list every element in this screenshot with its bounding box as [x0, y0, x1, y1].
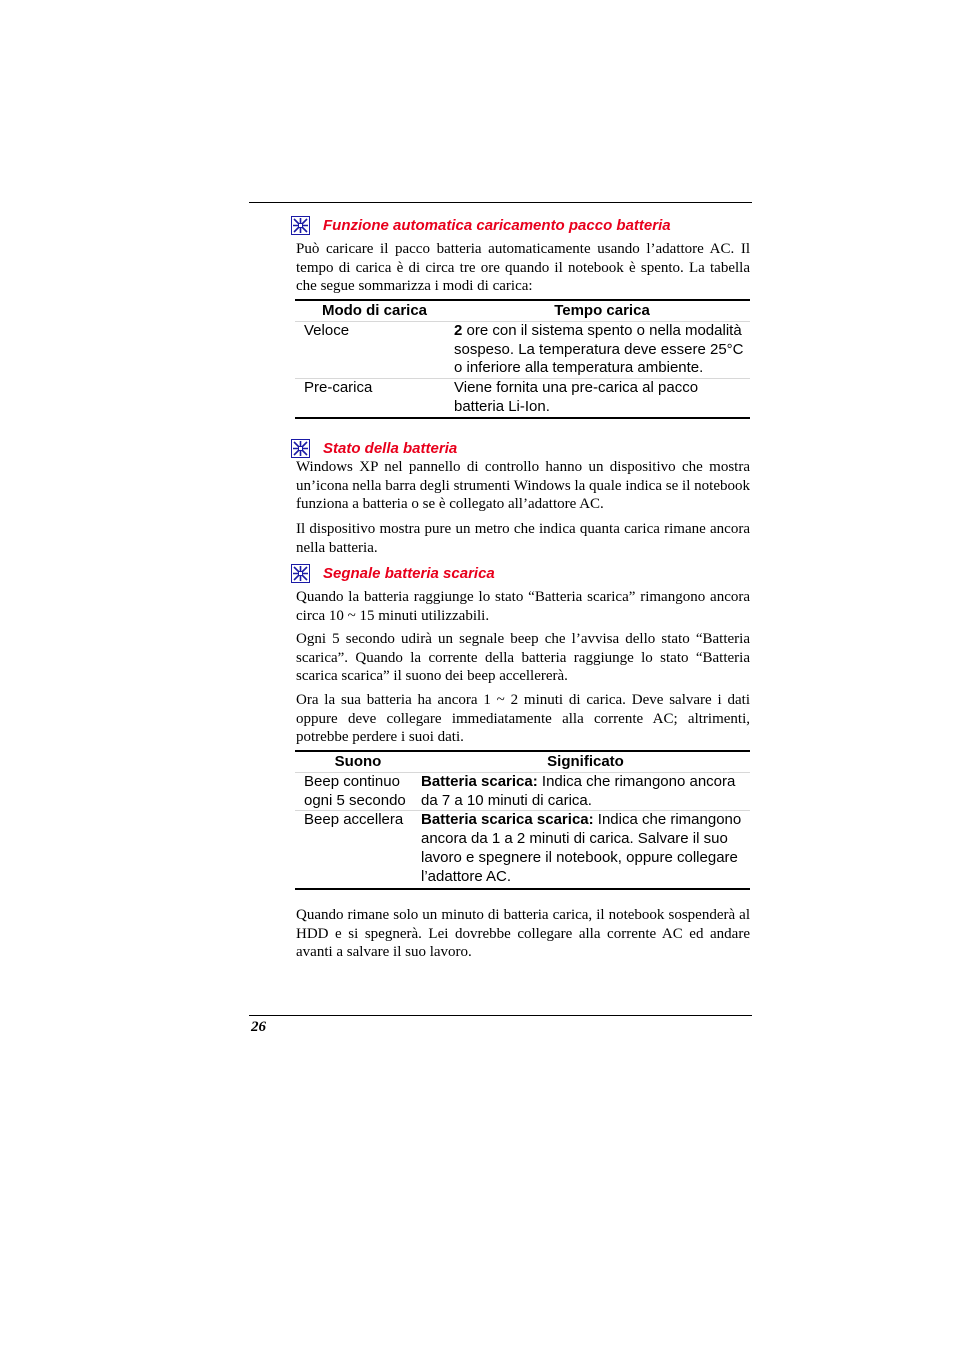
bold-label: Batteria scarica scarica:: [421, 811, 594, 829]
paragraph: Il dispositivo mostra pure un metro che indica quanta carica rimane ancora nella batteria.: [296, 521, 750, 556]
column-header-time: Tempo carica: [554, 302, 650, 319]
section-heading-battery-status: [291, 438, 457, 458]
header-rule: [249, 202, 752, 203]
cell-text: Indica che rimangono ancora da 7 a 10 minuti di carica.: [421, 773, 736, 809]
table-cell-mode: Veloce: [304, 322, 350, 339]
paragraph: Quando rimane solo un minuto di batteria carica, il notebook sospenderà al HDD e si spegnerà. Lei dovrebbe collegare alla corrente AC ed andare avanti a salvare il suo lavoro.: [296, 907, 750, 961]
sparkle-box-icon: [291, 439, 310, 458]
paragraph: Ora la sua batteria ha ancora 1 ~ 2 minuti di carica. Deve salvare i dati oppure deve collegare immediatamente alla corrente AC; altrimenti, potrebbe perdere i suoi dati.: [296, 692, 750, 746]
table-row: [295, 379, 750, 418]
bold-label: Batteria scarica:: [421, 773, 538, 790]
table-row: [295, 811, 750, 889]
sparkle-box-icon: [291, 216, 310, 235]
section-heading-text: Funzione automatica caricamento pacco batteria: [323, 216, 671, 234]
table-cell-sound: Beep accellera: [304, 811, 404, 829]
table-cell-mode: Pre-carica: [304, 379, 373, 397]
table-cell-meaning: [421, 811, 750, 889]
beep-signals-table: [295, 750, 750, 890]
column-header-mode: Modo di carica: [321, 302, 428, 319]
charge-modes-table: [295, 299, 750, 419]
bold-value: 2: [454, 322, 463, 339]
paragraph: Ogni 5 secondo udirà un segnale beep che l’avvisa dello stato “Batteria scarica”. Quando la corrente della batteria raggiunge lo stato “Batteria scarica scarica” il suono dei beep accellererà.: [296, 631, 750, 685]
sparkle-box-icon: [291, 564, 310, 583]
section-heading-text: Stato della batteria: [323, 439, 458, 457]
footer-rule: [249, 1015, 752, 1016]
cell-text: ore con il sistema spento o nella modalità sospeso. La temperatura deve essere 25°C o inferiore alla temperatura ambiente.: [454, 322, 744, 377]
table-header-row: [295, 300, 750, 322]
section-heading-text: Segnale batteria scarica: [323, 564, 495, 582]
table-cell-sound: Beep continuo ogni 5 secondo: [304, 773, 406, 809]
section-heading-low-battery: [291, 563, 495, 583]
section-heading-auto-charge: [291, 215, 671, 235]
table-cell-time: [454, 322, 750, 379]
table-row: [295, 322, 750, 379]
page-number: 26: [251, 1019, 266, 1035]
table-row: [295, 773, 750, 811]
paragraph: Quando la batteria raggiunge lo stato “Batteria scarica” rimangono ancora circa 10 ~ 15 minuti utilizzabili.: [296, 589, 750, 624]
table-cell-meaning: [421, 773, 750, 811]
paragraph: Windows XP nel pannello di controllo hanno un dispositivo che mostra un’icona nella barra degli strumenti Windows la quale indica se il notebook funziona a batteria o se è collegato all’adattore AC.: [296, 459, 750, 513]
cell-text: Indica che rimangono ancora da 1 a 2 minuti di carica. Salvare il suo lavoro e spegnere il notebook, oppure collegare l’adattore AC.: [421, 811, 742, 885]
table-header-row: [295, 751, 750, 773]
paragraph: Può caricare il pacco batteria automaticamente usando l’adattore AC. Il tempo di carica è di circa tre ore quando il notebook è spento. La tabella che segue sommarizza i modi di carica:: [296, 241, 750, 295]
cell-text: Viene fornita una pre-carica al pacco batteria Li-Ion.: [454, 379, 699, 415]
table-cell-time: [454, 379, 750, 418]
column-header-meaning: Significato: [547, 753, 624, 770]
column-header-sound: Suono: [334, 753, 382, 770]
